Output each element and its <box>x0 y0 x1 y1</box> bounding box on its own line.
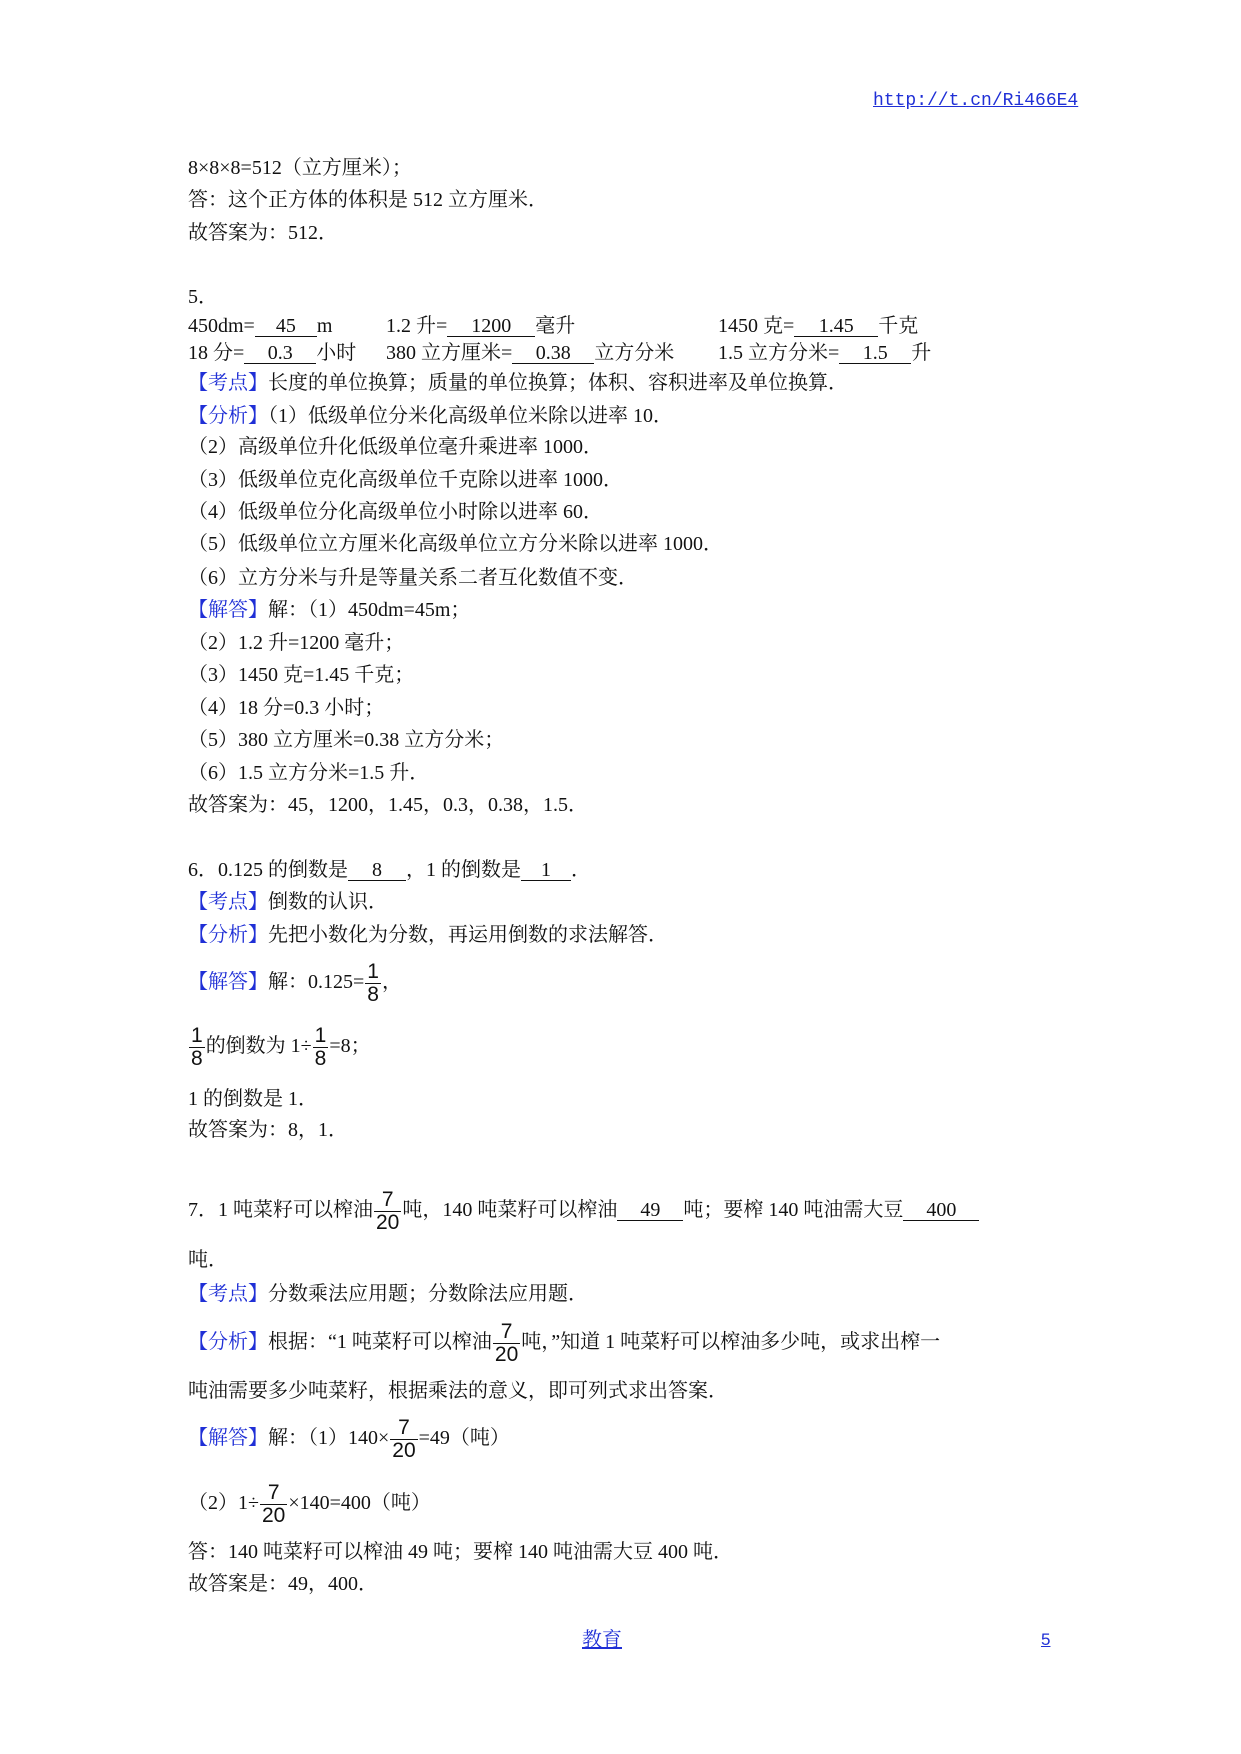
q7-mid-1: 吨，140 吨菜籽可以榨油 <box>402 1199 618 1221</box>
text: =8； <box>329 1035 371 1057</box>
q5-fenxi-line: （5）低级单位立方厘米化高级单位立方分米除以进率 1000． <box>188 533 723 555</box>
numerator: 1 <box>367 959 379 983</box>
q5-row-1 <box>188 313 919 339</box>
fenxi-tag: 【分析】 <box>188 1331 268 1353</box>
kaodian-tag: 【考点】 <box>188 1283 268 1305</box>
denominator: 20 <box>494 1342 519 1366</box>
text: （2）1÷ <box>188 1492 259 1514</box>
numerator: 7 <box>267 1480 280 1504</box>
q5-c-unit: 千克 <box>878 315 919 337</box>
jieda-text: 解：0.125= <box>268 971 365 993</box>
kaodian-tag: 【考点】 <box>188 891 268 913</box>
q6-answer: 故答案为：8，1． <box>188 1119 348 1141</box>
q4-line-1: 8×8×8=512（立方厘米）； <box>188 157 412 179</box>
fraction <box>189 1025 205 1070</box>
footer-link[interactable]: 教育 <box>582 1629 622 1651</box>
q5-b-unit: 毫升 <box>535 315 576 337</box>
q7-blank-1: 49 <box>617 1200 683 1221</box>
q6-blank-2: 1 <box>521 860 571 881</box>
q6-jieda <box>188 952 402 1012</box>
q5-fenxi-line: （2）高级单位升化低级单位毫升乘进率 1000． <box>188 436 603 458</box>
q7-mid-2: 吨；要榨 140 吨油需大豆 <box>683 1199 904 1221</box>
kaodian-text: 倒数的认识． <box>268 891 388 913</box>
q7-prefix: 7．1 吨菜籽可以榨油 <box>188 1199 373 1221</box>
denominator: 20 <box>376 1210 400 1234</box>
q5-e-unit: 立方分米 <box>594 342 675 364</box>
q5-fenxi-line: （4）低级单位分化高级单位小时除以进率 60． <box>188 501 603 523</box>
q6-blank-1: 8 <box>348 860 406 881</box>
q5-kaodian <box>188 370 848 396</box>
q6-suffix: ． <box>571 859 591 881</box>
q7-kaodian <box>188 1281 588 1307</box>
fraction <box>390 1417 417 1462</box>
q5-f-prefix: 1.5 立方分米= <box>718 342 840 364</box>
kaodian-text: 分数乘法应用题；分数除法应用题． <box>268 1283 588 1305</box>
fraction <box>260 1482 287 1527</box>
fraction <box>374 1189 401 1234</box>
q6-line-3: 1 的倒数是 1． <box>188 1088 318 1110</box>
q5-fenxi <box>188 403 673 429</box>
q6-fenxi <box>188 922 668 948</box>
q5-f-blank: 1.5 <box>839 343 911 364</box>
numerator: 7 <box>398 1415 410 1439</box>
q4-line-2: 答：这个正方体的体积是 512 立方厘米． <box>188 189 548 211</box>
q7-question <box>188 1180 979 1240</box>
q6-prefix: 6．0.125 的倒数是 <box>188 859 348 881</box>
q7-jieda-line-2 <box>188 1473 431 1533</box>
q5-row-2 <box>188 340 932 366</box>
q5-e-prefix: 380 立方厘米= <box>386 342 513 364</box>
q5-jieda <box>188 597 470 623</box>
q5-c-blank: 1.45 <box>794 316 878 337</box>
header-link[interactable]: http://t.cn/Ri466E4 <box>873 91 1079 111</box>
fraction <box>493 1321 520 1366</box>
text: 的倒数为 1÷ <box>205 1035 312 1057</box>
q5-d-prefix: 18 分= <box>188 342 245 364</box>
q5-f <box>718 340 931 366</box>
fenxi-tag: 【分析】 <box>188 405 268 427</box>
q5-jieda-line: （6）1.5 立方分米=1.5 升． <box>188 762 430 784</box>
q7-blank-2: 400 <box>903 1200 979 1221</box>
q6-jieda-line-2 <box>188 1016 371 1076</box>
jieda-tag: 【解答】 <box>188 971 268 993</box>
denominator: 20 <box>392 1438 416 1462</box>
denominator: 8 <box>191 1046 203 1070</box>
fenxi-text: 先把小数化为分数，再运用倒数的求法解答． <box>268 924 668 946</box>
q7-answer: 故答案是：49，400． <box>188 1573 378 1595</box>
numerator: 1 <box>191 1023 203 1047</box>
q5-fenxi-line: （6）立方分米与升是等量关系二者互化数值不变． <box>188 567 638 589</box>
q4-answer: 故答案为：512． <box>188 222 338 244</box>
jieda-text: =49（吨） <box>418 1427 510 1449</box>
q5-b-prefix: 1.2 升= <box>386 315 448 337</box>
fraction <box>313 1025 329 1070</box>
jieda-text: 解：（1）450dm=45m； <box>268 599 471 621</box>
q5-b <box>386 313 575 339</box>
fenxi-text: （1）低级单位分米化高级单位米除以进率 10． <box>268 405 673 427</box>
numerator: 7 <box>381 1187 394 1211</box>
jieda-text: 解：（1）140× <box>268 1427 390 1449</box>
q7-fenxi <box>188 1312 940 1372</box>
q6-question <box>188 857 591 883</box>
q5-d-unit: 小时 <box>316 342 357 364</box>
q7-line-3: 答：140 吨菜籽可以榨油 49 吨；要榨 140 吨油需大豆 400 吨． <box>188 1541 733 1563</box>
q5-number: 5． <box>188 286 218 308</box>
q5-c <box>718 313 918 339</box>
q6-mid: ，1 的倒数是 <box>406 859 521 881</box>
numerator: 7 <box>500 1319 513 1343</box>
fraction <box>365 961 381 1006</box>
q6-kaodian <box>188 889 388 915</box>
q7-question-end: 吨． <box>188 1249 228 1271</box>
q5-e-blank: 0.38 <box>512 343 594 364</box>
q5-d-blank: 0.3 <box>244 343 316 364</box>
denominator: 8 <box>314 1046 327 1070</box>
jieda-suffix: ， <box>381 971 402 993</box>
text: ×140=400（吨） <box>288 1492 431 1514</box>
denominator: 8 <box>367 982 379 1006</box>
denominator: 20 <box>261 1503 286 1527</box>
fenxi-text: 吨，”知道 1 吨菜籽可以榨油多少吨，或求出榨一 <box>521 1331 941 1353</box>
q5-b-blank: 1200 <box>447 316 535 337</box>
q5-e <box>386 340 674 366</box>
q7-jieda <box>188 1408 510 1468</box>
q5-answer: 故答案为：45，1200，1.45，0.3，0.38，1.5． <box>188 794 588 816</box>
q5-f-unit: 升 <box>911 342 932 364</box>
q5-a-prefix: 450dm= <box>188 315 255 337</box>
q5-a-unit: m <box>316 315 333 337</box>
q5-fenxi-line: （3）低级单位克化高级单位千克除以进率 1000． <box>188 469 623 491</box>
fenxi-text: 根据：“1 吨菜籽可以榨油 <box>268 1331 492 1353</box>
q7-fenxi-line-2: 吨油需要多少吨菜籽，根据乘法的意义，即可列式求出答案． <box>188 1380 728 1402</box>
q5-a-blank: 45 <box>255 316 317 337</box>
jieda-tag: 【解答】 <box>188 1427 268 1449</box>
q5-jieda-line: （3）1450 克=1.45 千克； <box>188 664 415 686</box>
q5-jieda-line: （4）18 分=0.3 小时； <box>188 697 385 719</box>
jieda-tag: 【解答】 <box>188 599 268 621</box>
numerator: 1 <box>314 1023 327 1047</box>
kaodian-text: 长度的单位换算；质量的单位换算；体积、容积进率及单位换算． <box>268 372 848 394</box>
page-number[interactable]: 5 <box>1041 1630 1051 1649</box>
kaodian-tag: 【考点】 <box>188 372 268 394</box>
fenxi-tag: 【分析】 <box>188 924 268 946</box>
q5-jieda-line: （2）1.2 升=1200 毫升； <box>188 632 405 654</box>
q5-c-prefix: 1450 克= <box>718 315 795 337</box>
q5-jieda-line: （5）380 立方厘米=0.38 立方分米； <box>188 729 505 751</box>
